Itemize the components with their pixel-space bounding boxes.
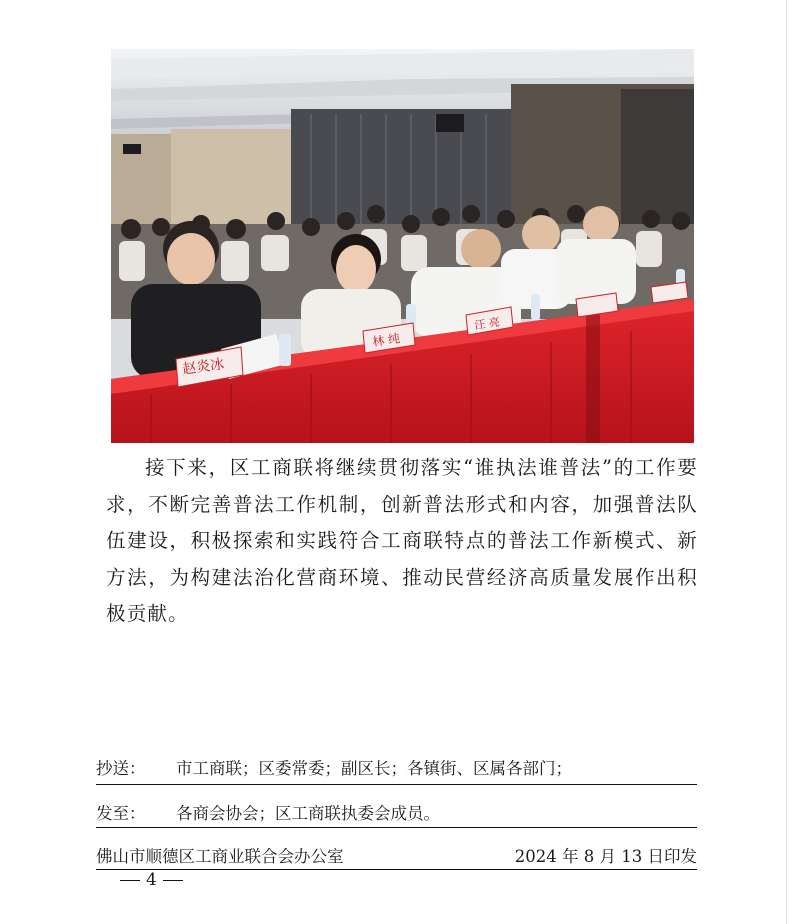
divider-1 xyxy=(96,784,697,785)
name-card-3: 汪 亮 xyxy=(473,315,501,332)
to-label: 发至： xyxy=(96,804,146,823)
issue-date: 2024 年 8 月 13 日印发 xyxy=(514,847,697,866)
issuer-office: 佛山市顺德区工商业联合会办公室 xyxy=(96,847,344,866)
to-line xyxy=(96,800,697,824)
page-dash-left xyxy=(120,880,140,881)
name-card-1: 赵炎冰 xyxy=(181,356,226,378)
cc-label: 抄送： xyxy=(96,759,146,778)
issuer-line xyxy=(96,843,697,867)
cc-value: 市工商联；区委常委；副区长；各镇街、区属各部门； xyxy=(176,759,572,778)
to-value: 各商会协会；区工商联执委会成员。 xyxy=(176,804,440,823)
cc-line xyxy=(96,755,697,779)
divider-2 xyxy=(96,827,697,828)
divider-3 xyxy=(96,869,697,870)
body-paragraph: 接下来，区工商联将继续贯彻落实“谁执法谁普法”的工作要求，不断完善普法工作机制，创新普法形式和内容，加强普法队伍建设，积极探索和实践符合工商联特点的普法工作新模式、新方法，为构建法治化营商环境、推动民营经济高质量发展作出积极贡献。 xyxy=(106,456,698,625)
page-number-value: 4 xyxy=(146,870,157,890)
name-card-2: 林 纯 xyxy=(371,331,401,349)
page-number xyxy=(120,870,183,890)
meeting-photo xyxy=(111,49,694,443)
page-dash-right xyxy=(163,880,183,881)
page-edge-rule xyxy=(786,0,787,924)
